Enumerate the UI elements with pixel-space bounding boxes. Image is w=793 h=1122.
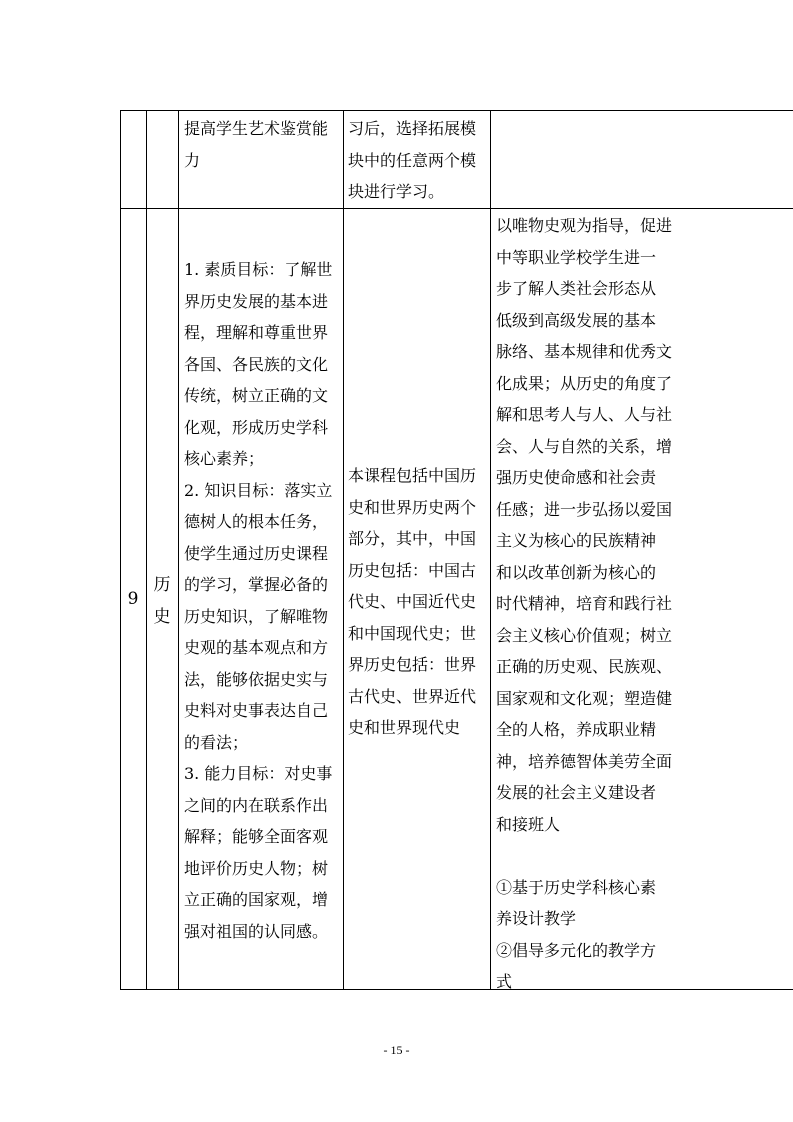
text-line: 强对祖国的认同感。 bbox=[184, 921, 329, 941]
text-line: 任感；进一步弘扬以爱国 bbox=[496, 499, 673, 519]
text-line: 各国、各民族的文化 bbox=[184, 354, 329, 374]
text-line: 低级到高级发展的基本 bbox=[496, 310, 657, 330]
text-line: 发展的社会主义建设者 bbox=[496, 783, 657, 802]
text-line: 会主义核心价值观；树立 bbox=[496, 625, 673, 645]
text-line: 主义为核心的民族精神 bbox=[496, 531, 657, 550]
content-cell bbox=[348, 460, 476, 744]
text-line: 会、人与自然的关系，增 bbox=[496, 436, 673, 456]
text-line: 的看法； bbox=[184, 732, 249, 752]
text-line: 时代精神，培育和践行社 bbox=[496, 594, 673, 613]
text-line: 化观，形成历史学科 bbox=[184, 417, 329, 437]
text-line: 解和思考人与人、人与社 bbox=[496, 405, 673, 424]
text-line: 传统，树立正确的文 bbox=[184, 386, 329, 405]
text-line: 代史、中国近代史 bbox=[348, 592, 477, 611]
text-line: 养设计教学 bbox=[496, 909, 577, 928]
subject-char: 史 bbox=[153, 607, 171, 627]
text-line: 法，能够依据史实与 bbox=[184, 669, 329, 689]
text-line: 程，理解和尊重世界 bbox=[184, 323, 329, 342]
text-line: 和以改革创新为核心的 bbox=[496, 562, 657, 582]
text-line: 史和世界历史两个 bbox=[348, 497, 477, 517]
col-border bbox=[146, 110, 147, 990]
text-line: 块中的任意两个模 bbox=[348, 150, 477, 170]
text-line: 的学习，掌握必备的 bbox=[184, 575, 329, 594]
table-border-top bbox=[120, 110, 793, 111]
page-number: - 15 - bbox=[383, 1043, 410, 1057]
text-line: 界历史发展的基本进 bbox=[184, 291, 329, 311]
text-line: 和接班人 bbox=[496, 814, 561, 834]
text-line: 脉络、基本规律和优秀文 bbox=[496, 342, 673, 361]
requirements-cell bbox=[496, 210, 672, 998]
text-line: 地评价历史人物；树 bbox=[184, 858, 329, 878]
row-divider bbox=[120, 208, 793, 209]
text-line: 全的人格，养成职业精 bbox=[496, 720, 657, 739]
objectives-cell bbox=[184, 254, 332, 947]
text-line: 式 bbox=[496, 972, 513, 991]
text-line: 力 bbox=[184, 150, 201, 170]
text-line: 神，培养德智体美劳全面 bbox=[496, 751, 673, 771]
text-line: 化成果；从历史的角度了 bbox=[496, 373, 673, 393]
table-border-bottom bbox=[120, 989, 793, 990]
text-line: 史观的基本观点和方 bbox=[184, 638, 329, 657]
text-line: 步了解人类社会形态从 bbox=[496, 279, 657, 298]
subject-char: 历 bbox=[153, 575, 171, 595]
text-line: ②倡导多元化的教学方 bbox=[496, 940, 657, 960]
row-number: 9 bbox=[127, 589, 139, 609]
text-line: 立正确的国家观，增 bbox=[184, 890, 329, 909]
col-border bbox=[120, 110, 121, 990]
prev-objectives-cell bbox=[184, 113, 328, 176]
text-line: 之间的内在联系作出 bbox=[184, 795, 329, 815]
text-line: 1. 素质目标：了解世 bbox=[184, 260, 333, 279]
text-line: 习后，选择拓展模 bbox=[348, 119, 477, 138]
text-line bbox=[496, 840, 672, 872]
text-line: 以唯物史观为指导，促进 bbox=[496, 216, 673, 235]
col-border bbox=[178, 110, 179, 990]
text-line: 国家观和文化观；塑造健 bbox=[496, 688, 673, 708]
text-line: 使学生通过历史课程 bbox=[184, 543, 329, 563]
text-line: 和中国现代史；世 bbox=[348, 623, 477, 643]
subject-cell bbox=[146, 569, 178, 633]
text-line: 德树人的根本任务， bbox=[184, 512, 329, 531]
text-line: 正确的历史观、民族观、 bbox=[496, 657, 673, 676]
text-line: 本课程包括中国历 bbox=[348, 466, 477, 485]
text-line: 3. 能力目标：对史事 bbox=[184, 764, 333, 783]
text-line: 核心素养； bbox=[184, 449, 265, 468]
text-line: 界历史包括：世界 bbox=[348, 655, 477, 674]
text-line: ①基于历史学科核心素 bbox=[496, 877, 657, 897]
text-line: 中等职业学校学生进一 bbox=[496, 247, 657, 267]
text-line: 块进行学习。 bbox=[348, 182, 445, 201]
text-line: 历史包括：中国古 bbox=[348, 560, 477, 580]
text-line: 史料对史事表达自己 bbox=[184, 701, 329, 720]
text-line: 史和世界现代史 bbox=[348, 718, 461, 737]
text-line: 强历史使命感和社会责 bbox=[496, 468, 657, 487]
col-border bbox=[343, 110, 344, 990]
col-border bbox=[490, 110, 491, 990]
text-line: 2. 知识目标：落实立 bbox=[184, 480, 333, 500]
text-line: 历史知识，了解唯物 bbox=[184, 606, 329, 626]
text-line: 部分，其中，中国 bbox=[348, 529, 477, 548]
text-line: 解释；能够全面客观 bbox=[184, 827, 329, 846]
prev-content-cell bbox=[348, 113, 476, 208]
course-table bbox=[120, 110, 793, 990]
text-line: 提高学生艺术鉴赏能 bbox=[184, 119, 329, 138]
text-line: 古代史、世界近代 bbox=[348, 686, 477, 706]
